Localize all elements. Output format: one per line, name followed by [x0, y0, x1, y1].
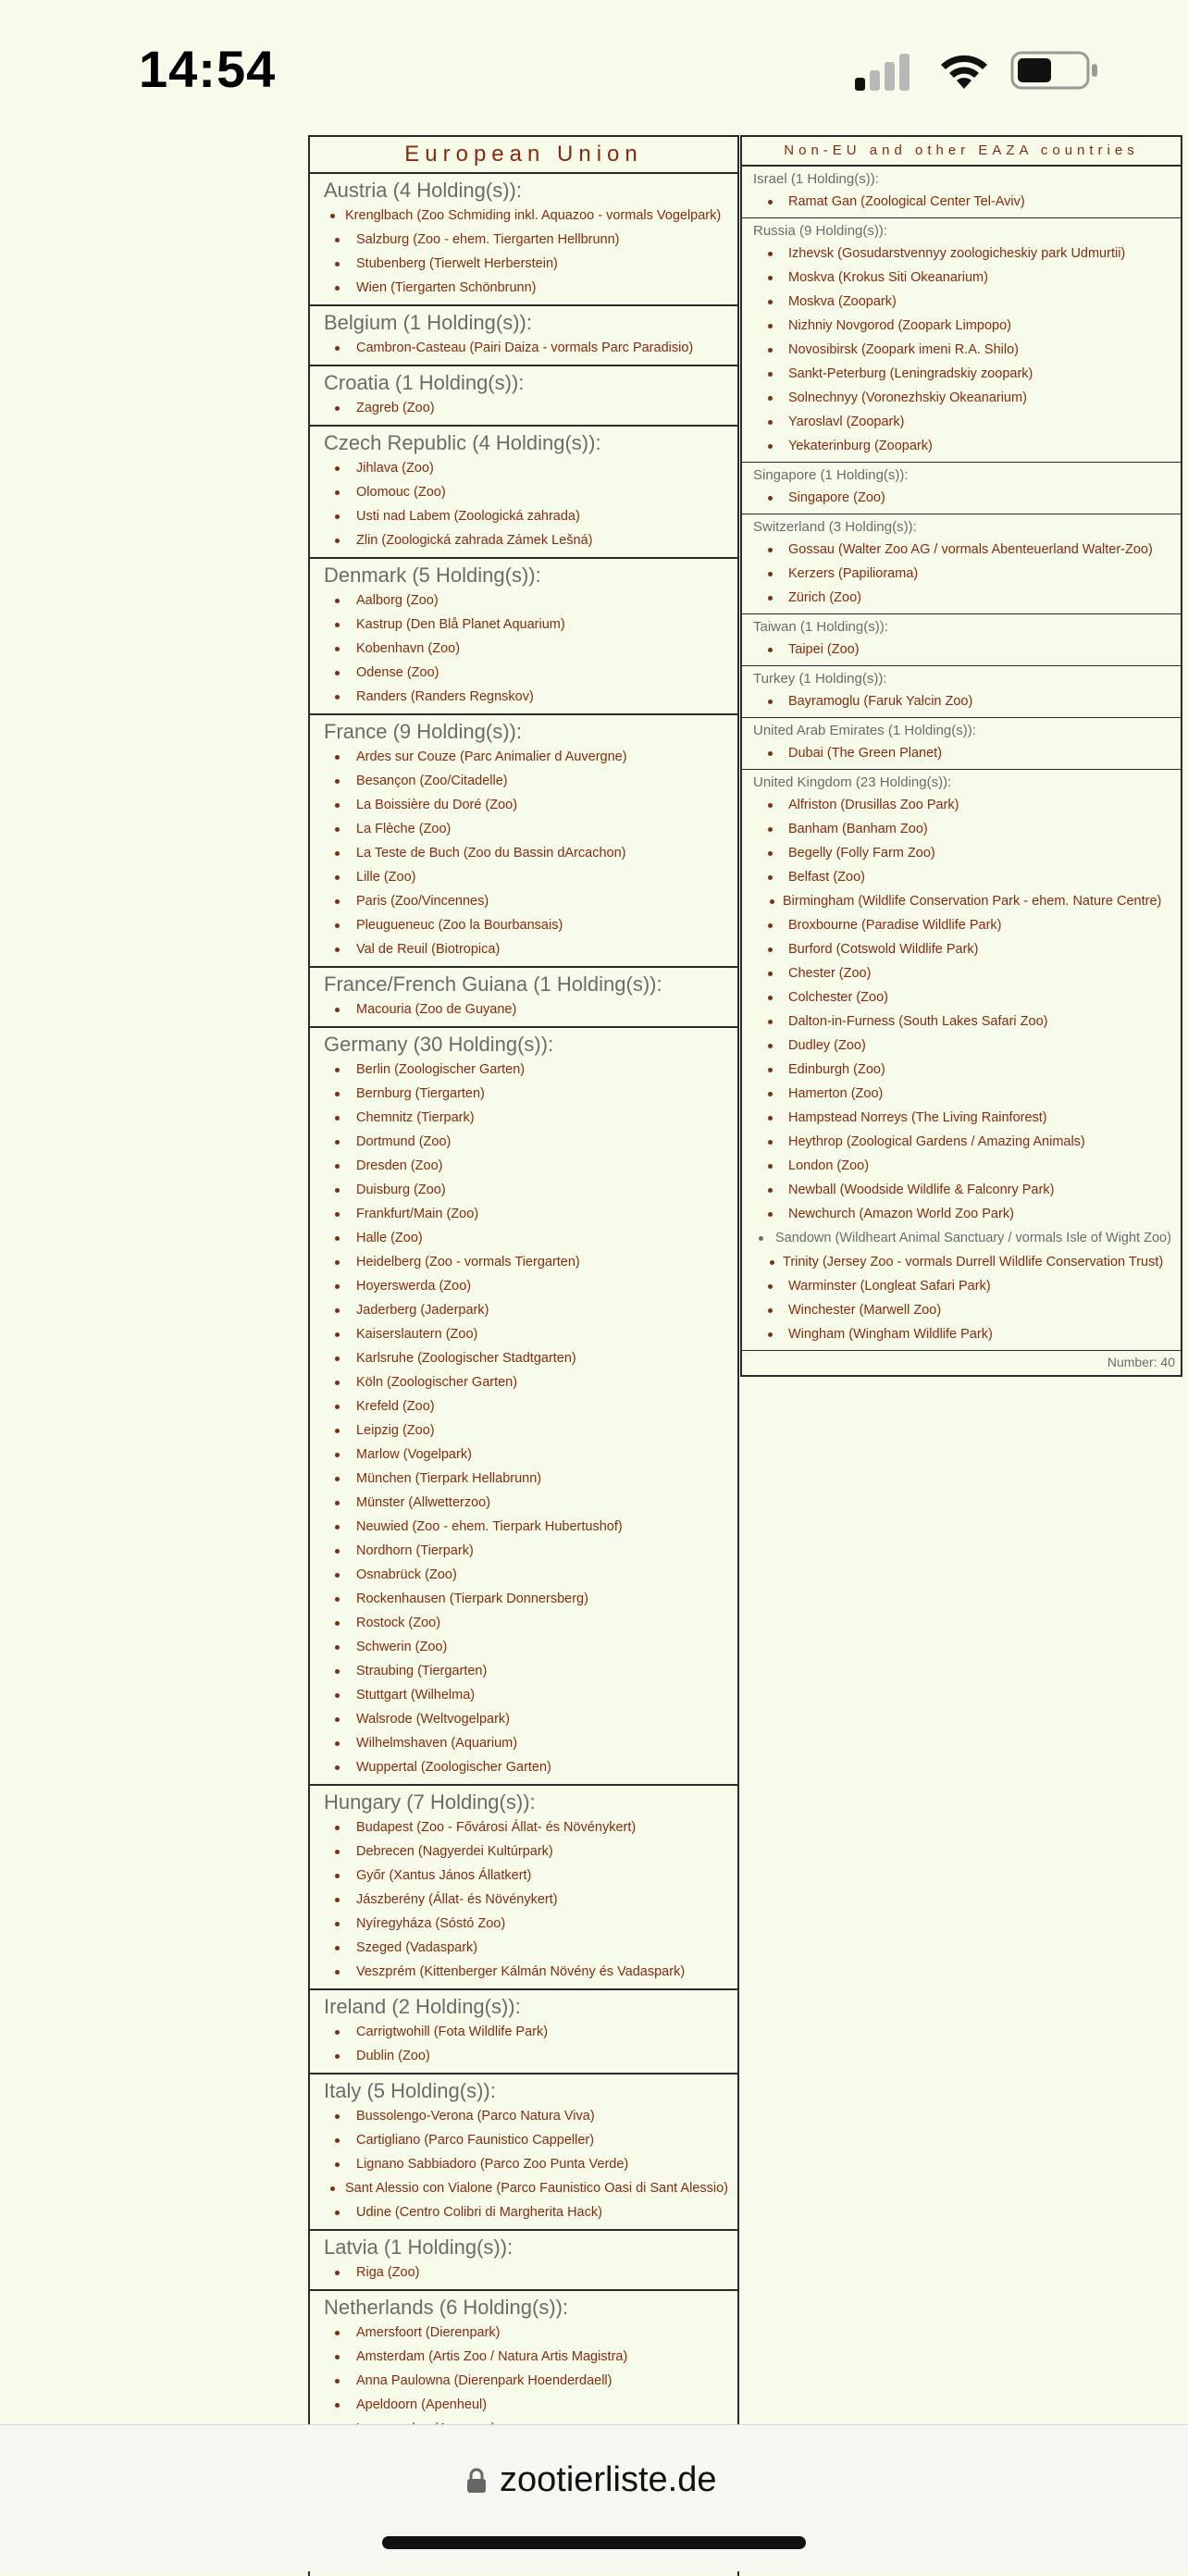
country-singapore [742, 463, 1181, 514]
country-heading: Israel (1 Holding(s)): [753, 171, 879, 187]
zoo-link[interactable]: Zlin (Zoologická zahrada Zámek Lešná) [310, 528, 737, 552]
zoo-link[interactable]: Ramat Gan (Zoological Center Tel-Aviv) [742, 190, 1181, 214]
zoo-link[interactable]: Paris (Zoo/Vincennes) [310, 889, 737, 913]
country-heading: Austria (4 Holding(s)): [324, 179, 522, 202]
zoo-link[interactable]: Berlin (Zoologischer Garten) [310, 1058, 737, 1082]
zoo-link[interactable]: Ardes sur Couze (Parc Animalier d Auvergne) [310, 745, 737, 769]
country-heading: Croatia (1 Holding(s)): [324, 371, 525, 394]
country-heading: Singapore (1 Holding(s)): [753, 467, 909, 483]
country-heading: Germany (30 Holding(s)): [324, 1033, 554, 1056]
country-heading: France (9 Holding(s)): [324, 720, 522, 743]
zoo-link[interactable]: La Flèche (Zoo) [310, 817, 737, 841]
country-heading: Netherlands (6 Holding(s)): [324, 2296, 569, 2319]
country-belgium [310, 306, 737, 366]
zoo-list [310, 1058, 737, 1779]
zoo-link[interactable]: Cambron-Casteau (Pairi Daiza - vormals Parc Paradisio) [310, 336, 737, 360]
zoo-link[interactable]: Bussolengo-Verona (Parco Natura Viva) [310, 2104, 737, 2128]
country-heading: Italy (5 Holding(s)): [324, 2079, 496, 2102]
zoo-list [310, 745, 737, 961]
home-indicator [382, 2536, 806, 2549]
zoo-link[interactable]: Newchurch (Amazon World Zoo Park) [742, 1202, 1181, 1226]
zoo-link[interactable]: Halle (Zoo) [310, 1226, 737, 1250]
zoo-link[interactable]: Olomouc (Zoo) [310, 480, 737, 504]
zoo-link[interactable]: Nordhorn (Tierpark) [310, 1539, 737, 1563]
zoo-link[interactable]: Macouria (Zoo de Guyane) [310, 997, 737, 1022]
zoo-link[interactable]: Hampstead Norreys (The Living Rainforest) [742, 1106, 1181, 1130]
zoo-link[interactable]: Wuppertal (Zoologischer Garten) [310, 1755, 737, 1779]
zoo-link[interactable]: Riga (Zoo) [310, 2260, 737, 2285]
zoo-link[interactable]: Heidelberg (Zoo - vormals Tiergarten) [310, 1250, 737, 1274]
non-eu-column-title: Non-EU and other EAZA countries [742, 137, 1181, 167]
zoo-link[interactable]: Wingham (Wingham Wildlife Park) [742, 1322, 1181, 1346]
country-heading: Russia (9 Holding(s)): [753, 223, 888, 239]
zoo-link[interactable]: Broxbourne (Paradise Wildlife Park) [742, 913, 1181, 937]
zoo-link[interactable]: Apeldoorn (Apenheul) [310, 2393, 737, 2417]
country-latvia [310, 2231, 737, 2291]
country-czech-republic [310, 427, 737, 559]
zoo-link[interactable]: Udine (Centro Colibri di Margherita Hack) [310, 2200, 737, 2224]
zoo-link[interactable]: Straubing (Tiergarten) [310, 1659, 737, 1683]
non-eu-country-list [742, 167, 1181, 1351]
zoo-link[interactable]: Bayramoglu (Faruk Yalcin Zoo) [742, 689, 1181, 713]
zoo-link[interactable]: Rockenhausen (Tierpark Donnersberg) [310, 1587, 737, 1611]
zoo-link[interactable]: Hoyerswerda (Zoo) [310, 1274, 737, 1298]
zoo-link[interactable]: La Teste de Buch (Zoo du Bassin dArcachon) [310, 841, 737, 865]
zoo-link[interactable]: Veszprém (Kittenberger Kálmán Növény és Vadaspark) [310, 1960, 737, 1984]
zoo-link[interactable]: Jaderberg (Jaderpark) [310, 1298, 737, 1322]
zoo-link[interactable]: Dresden (Zoo) [310, 1154, 737, 1178]
country-taiwan [742, 614, 1181, 666]
zoo-link[interactable]: London (Zoo) [742, 1154, 1181, 1178]
country-hungary [310, 1786, 737, 1990]
zoo-link[interactable]: Burford (Cotswold Wildlife Park) [742, 937, 1181, 961]
zoo-link[interactable]: Gossau (Walter Zoo AG / vormals Abenteuerland Walter-Zoo) [742, 538, 1181, 562]
zoo-link[interactable]: Krefeld (Zoo) [310, 1394, 737, 1418]
zoo-link[interactable]: Warminster (Longleat Safari Park) [742, 1274, 1181, 1298]
zoo-link[interactable]: Newball (Woodside Wildlife & Falconry Park) [742, 1178, 1181, 1202]
zoo-link[interactable]: Dortmund (Zoo) [310, 1130, 737, 1154]
country-israel [742, 167, 1181, 218]
zoo-link[interactable]: Birmingham (Wildlife Conservation Park - ehem. Nature Centre) [742, 889, 1181, 913]
cellular-signal-icon [853, 52, 912, 93]
zoo-link[interactable]: Jászberény (Állat- és Növénykert) [310, 1888, 737, 1912]
country-italy [310, 2074, 737, 2231]
zoo-list [310, 1815, 737, 1984]
country-heading: Hungary (7 Holding(s)): [324, 1790, 536, 1814]
zoo-link[interactable]: Yaroslavl (Zoopark) [742, 410, 1181, 434]
zoo-link[interactable]: Marlow (Vogelpark) [310, 1443, 737, 1467]
zoo-link[interactable]: Kastrup (Den Blå Planet Aquarium) [310, 613, 737, 637]
zoo-link[interactable]: Chemnitz (Tierpark) [310, 1106, 737, 1130]
country-heading: France/French Guiana (1 Holding(s)): [324, 972, 662, 996]
zoo-list [310, 997, 737, 1022]
zoo-link[interactable]: Izhevsk (Gosudarstvennyy zoologicheskiy park Udmurtii) [742, 242, 1181, 266]
zoo-link[interactable]: Kobenhavn (Zoo) [310, 637, 737, 661]
zoo-link[interactable]: Köln (Zoologischer Garten) [310, 1370, 737, 1394]
zoo-link[interactable]: Lignano Sabbiadoro (Parco Zoo Punta Verde) [310, 2152, 737, 2176]
zoo-link[interactable]: Colchester (Zoo) [742, 985, 1181, 1009]
zoo-link[interactable]: Kaiserslautern (Zoo) [310, 1322, 737, 1346]
non-eu-column [740, 135, 1182, 1377]
eu-country-list [310, 174, 737, 2471]
country-denmark [310, 559, 737, 715]
zoo-link[interactable]: Münster (Allwetterzoo) [310, 1491, 737, 1515]
zoo-link[interactable]: Belfast (Zoo) [742, 865, 1181, 889]
zoo-link[interactable]: Pleugueneuc (Zoo la Bourbansais) [310, 913, 737, 937]
lock-icon [466, 2468, 487, 2494]
country-united-arab-emirates [742, 718, 1181, 770]
country-croatia [310, 366, 737, 427]
zoo-link[interactable]: Rostock (Zoo) [310, 1611, 737, 1635]
country-heading: Switzerland (3 Holding(s)): [753, 519, 917, 535]
zoo-link[interactable]: Lille (Zoo) [310, 865, 737, 889]
zoo-list [742, 242, 1181, 458]
zoo-link[interactable]: Carrigtwohill (Fota Wildlife Park) [310, 2020, 737, 2044]
zoo-link[interactable]: Duisburg (Zoo) [310, 1178, 737, 1202]
eu-column [308, 135, 739, 2576]
url-text[interactable]: zootierliste.de [500, 2460, 717, 2499]
zoo-link[interactable]: Osnabrück (Zoo) [310, 1563, 737, 1587]
status-bar [0, 0, 1188, 130]
zoo-link[interactable]: Nyíregyháza (Sóstó Zoo) [310, 1912, 737, 1936]
country-heading: Turkey (1 Holding(s)): [753, 671, 887, 687]
country-switzerland [742, 514, 1181, 614]
country-germany [310, 1028, 737, 1786]
browser-address-bar[interactable] [0, 2424, 1188, 2571]
eu-column-title: European Union [310, 137, 737, 174]
zoo-link[interactable]: Debrecen (Nagyerdei Kultúrpark) [310, 1839, 737, 1864]
zoo-link[interactable]: Besançon (Zoo/Citadelle) [310, 769, 737, 793]
zoo-link[interactable]: Cartigliano (Parco Faunistico Cappeller) [310, 2128, 737, 2152]
zoo-link[interactable]: Novosibirsk (Zoopark imeni R.A. Shilo) [742, 338, 1181, 362]
zoo-list [310, 204, 737, 300]
zoo-link[interactable]: Karlsruhe (Zoologischer Stadtgarten) [310, 1346, 737, 1370]
country-ireland [310, 1990, 737, 2074]
zoo-link[interactable]: Nizhniy Novgorod (Zoopark Limpopo) [742, 314, 1181, 338]
zoo-link[interactable]: Winchester (Marwell Zoo) [742, 1298, 1181, 1322]
zoo-link[interactable]: Hamerton (Zoo) [742, 1082, 1181, 1106]
zoo-link[interactable]: Val de Reuil (Biotropica) [310, 937, 737, 961]
zoo-link[interactable]: Begelly (Folly Farm Zoo) [742, 841, 1181, 865]
zoo-link[interactable]: Amersfoort (Dierenpark) [310, 2321, 737, 2345]
zoo-link[interactable]: Anna Paulowna (Dierenpark Hoenderdaell) [310, 2369, 737, 2393]
zoo-link[interactable]: Aalborg (Zoo) [310, 588, 737, 613]
zoo-list [310, 2260, 737, 2285]
zoo-list [310, 336, 737, 360]
zoo-link[interactable]: Alfriston (Drusillas Zoo Park) [742, 793, 1181, 817]
zoo-list [310, 396, 737, 420]
country-russia [742, 218, 1181, 463]
zoo-link[interactable]: Zürich (Zoo) [742, 586, 1181, 610]
zoo-list [742, 190, 1181, 214]
zoo-link[interactable]: Schwerin (Zoo) [310, 1635, 737, 1659]
zoo-list [742, 689, 1181, 713]
battery-icon [1010, 50, 1099, 91]
country-heading: United Arab Emirates (1 Holding(s)): [753, 723, 976, 738]
zoo-link[interactable]: Dublin (Zoo) [310, 2044, 737, 2068]
zoo-list [742, 793, 1181, 1346]
wifi-icon [936, 48, 992, 91]
zoo-link[interactable]: Amsterdam (Artis Zoo / Natura Artis Magistra) [310, 2345, 737, 2369]
zoo-list [742, 486, 1181, 510]
zoo-link[interactable]: Stubenberg (Tierwelt Herberstein) [310, 252, 737, 276]
zoo-link[interactable]: Krenglbach (Zoo Schmiding inkl. Aquazoo - vormals Vogelpark) [310, 204, 737, 228]
zoo-link[interactable]: Győr (Xantus János Állatkert) [310, 1864, 737, 1888]
country-france-french-guiana [310, 968, 737, 1028]
country-heading: Ireland (2 Holding(s)): [324, 1995, 521, 2018]
zoo-link[interactable]: Edinburgh (Zoo) [742, 1058, 1181, 1082]
zoo-link[interactable]: Szeged (Vadaspark) [310, 1936, 737, 1960]
zoo-link[interactable]: Moskva (Krokus Siti Okeanarium) [742, 266, 1181, 290]
zoo-list [310, 2020, 737, 2068]
zoo-list [310, 2104, 737, 2224]
country-heading: Belgium (1 Holding(s)): [324, 311, 532, 334]
zoo-link[interactable]: Dalton-in-Furness (South Lakes Safari Zoo) [742, 1009, 1181, 1034]
zoo-link[interactable]: Bernburg (Tiergarten) [310, 1082, 737, 1106]
zoo-link[interactable]: Jihlava (Zoo) [310, 456, 737, 480]
zoo-link[interactable]: Kerzers (Papiliorama) [742, 562, 1181, 586]
country-heading: Taiwan (1 Holding(s)): [753, 619, 888, 635]
zoo-link[interactable]: Dubai (The Green Planet) [742, 741, 1181, 765]
zoo-link[interactable]: Yekaterinburg (Zoopark) [742, 434, 1181, 458]
country-united-kingdom [742, 770, 1181, 1351]
zoo-link[interactable]: Sant Alessio con Vialone (Parco Faunistico Oasi di Sant Alessio) [310, 2176, 737, 2200]
zoo-link[interactable]: Solnechnyy (Voronezhskiy Okeanarium) [742, 386, 1181, 410]
zoo-link[interactable]: Randers (Randers Regnskov) [310, 685, 737, 709]
zoo-link[interactable]: Trinity (Jersey Zoo - vormals Durrell Wildlife Conservation Trust) [742, 1250, 1181, 1274]
zoo-list [310, 588, 737, 709]
zoo-link[interactable]: Sandown (Wildheart Animal Sanctuary / vormals Isle of Wight Zoo) [742, 1226, 1181, 1250]
zoo-link[interactable]: Budapest (Zoo - Fővárosi Állat- és Növénykert) [310, 1815, 737, 1839]
country-heading: United Kingdom (23 Holding(s)): [753, 774, 952, 790]
zoo-link[interactable]: Heythrop (Zoological Gardens / Amazing Animals) [742, 1130, 1181, 1154]
zoo-link[interactable]: Stuttgart (Wilhelma) [310, 1683, 737, 1707]
zoo-link[interactable]: Usti nad Labem (Zoologická zahrada) [310, 504, 737, 528]
country-heading: Czech Republic (4 Holding(s)): [324, 431, 601, 454]
zoo-link[interactable]: Moskva (Zoopark) [742, 290, 1181, 314]
status-time: 14:54 [139, 40, 277, 98]
zoo-link[interactable]: Chester (Zoo) [742, 961, 1181, 985]
zoo-link[interactable]: La Boissière du Doré (Zoo) [310, 793, 737, 817]
country-heading: Latvia (1 Holding(s)): [324, 2235, 514, 2259]
zoo-list [742, 538, 1181, 610]
zoo-link[interactable]: Sankt-Peterburg (Leningradskiy zoopark) [742, 362, 1181, 386]
country-heading: Denmark (5 Holding(s)): [324, 564, 541, 587]
zoo-link[interactable]: Neuwied (Zoo - ehem. Tierpark Hubertushof) [310, 1515, 737, 1539]
country-austria [310, 174, 737, 306]
zoo-link[interactable]: Zagreb (Zoo) [310, 396, 737, 420]
country-turkey [742, 666, 1181, 718]
zoo-link[interactable]: Singapore (Zoo) [742, 486, 1181, 510]
zoo-link[interactable]: München (Tierpark Hellabrunn) [310, 1467, 737, 1491]
zoo-list [310, 456, 737, 552]
zoo-list [742, 741, 1181, 765]
zoo-link[interactable]: Leipzig (Zoo) [310, 1418, 737, 1443]
zoo-link[interactable]: Wien (Tiergarten Schönbrunn) [310, 276, 737, 300]
zoo-link[interactable]: Wilhelmshaven (Aquarium) [310, 1731, 737, 1755]
zoo-link[interactable]: Dudley (Zoo) [742, 1034, 1181, 1058]
zoo-link[interactable]: Walsrode (Weltvogelpark) [310, 1707, 737, 1731]
zoo-link[interactable]: Taipei (Zoo) [742, 638, 1181, 662]
zoo-link[interactable]: Odense (Zoo) [310, 661, 737, 685]
zoo-link[interactable]: Salzburg (Zoo - ehem. Tiergarten Hellbrunn) [310, 228, 737, 252]
holdings-count: Number: 40 [1107, 1355, 1175, 1369]
zoo-link[interactable]: Banham (Banham Zoo) [742, 817, 1181, 841]
zoo-list [742, 638, 1181, 662]
country-france [310, 715, 737, 968]
zoo-link[interactable]: Frankfurt/Main (Zoo) [310, 1202, 737, 1226]
